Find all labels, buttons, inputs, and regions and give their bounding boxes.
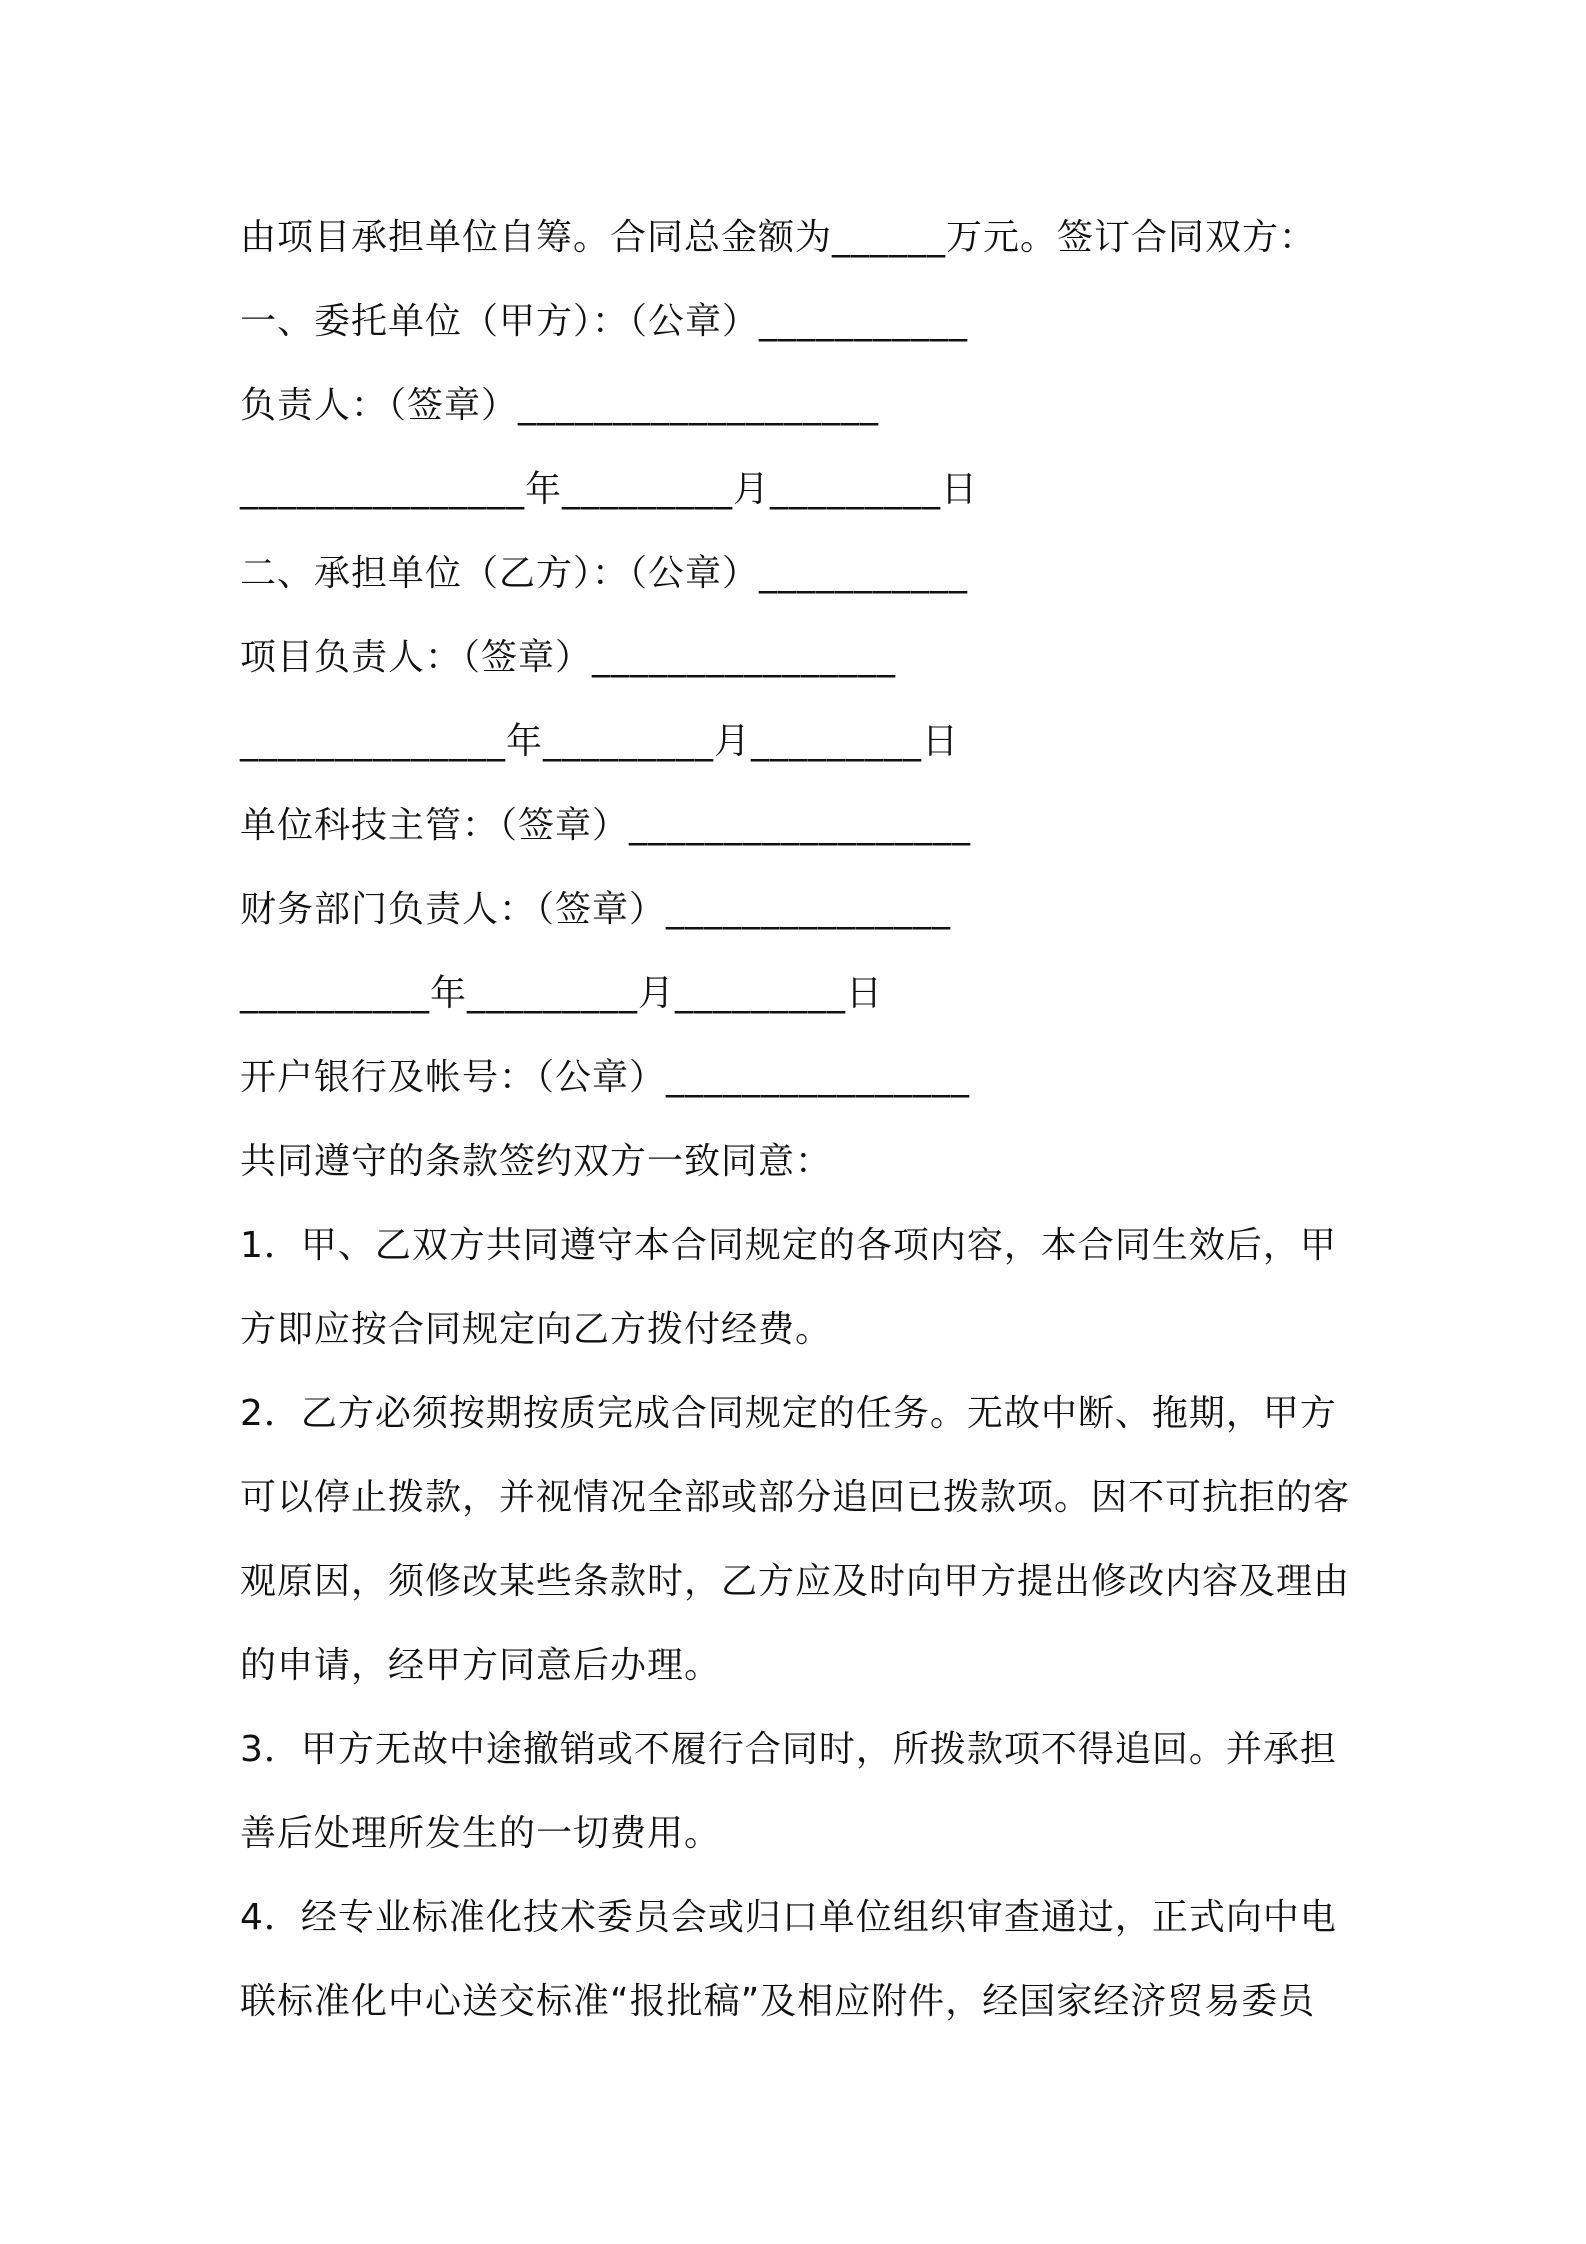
clause-2-line-1: 2．乙方必须按期按质完成合同规定的任务。无故中断、拖期，甲方 [240, 1393, 1337, 1434]
finance-date-line: __________年_________月_________日 [240, 973, 883, 1014]
clause-3-line-2: 善后处理所发生的一切费用。 [240, 1813, 722, 1854]
finance-head-line: 财务部门负责人：（签章）_______________ [240, 889, 952, 930]
clause-2-line-4: 的申请，经甲方同意后办理。 [240, 1645, 722, 1686]
party-b-unit-line: 二、承担单位（乙方）：（公章）___________ [240, 553, 969, 594]
clause-4-line-2: 联标准化中心送交标准“报批稿”及相应附件，经国家经济贸易委员 [240, 1981, 1316, 2022]
clause-2-line-2: 可以停止拨款，并视情况全部或部分追回已拨款项。因不可抗拒的客 [240, 1477, 1351, 1518]
agreement-intro-line: 共同遵守的条款签约双方一致同意： [240, 1141, 833, 1182]
clause-4-line-1: 4．经专业标准化技术委员会或归口单位组织审查通过，正式向中电 [240, 1897, 1337, 1938]
party-a-responsible-line: 负责人：（签章）___________________ [240, 385, 880, 426]
document-body [240, 196, 1360, 2044]
tech-supervisor-line: 单位科技主管：（签章）__________________ [240, 805, 972, 846]
project-leader-date-line: ______________年_________月_________日 [240, 721, 959, 762]
party-a-date-line: _______________年_________月_________日 [240, 469, 978, 510]
bank-account-line: 开户银行及帐号：（公章）________________ [240, 1057, 971, 1098]
clause-1-line-2: 方即应按合同规定向乙方拨付经费。 [240, 1309, 833, 1350]
clause-3-line-1: 3．甲方无故中途撤销或不履行合同时，所拨款项不得追回。并承担 [240, 1729, 1337, 1770]
clause-1-line-1: 1．甲、乙双方共同遵守本合同规定的各项内容，本合同生效后，甲 [240, 1225, 1337, 1266]
clause-2-line-3: 观原因，须修改某些条款时，乙方应及时向甲方提出修改内容及理由 [240, 1561, 1351, 1602]
party-a-unit-line: 一、委托单位（甲方）：（公章）___________ [240, 301, 969, 342]
funding-line: 由项目承担单位自筹。合同总金额为______万元。签订合同双方： [240, 217, 1317, 258]
project-leader-line: 项目负责人：（签章）________________ [240, 637, 897, 678]
